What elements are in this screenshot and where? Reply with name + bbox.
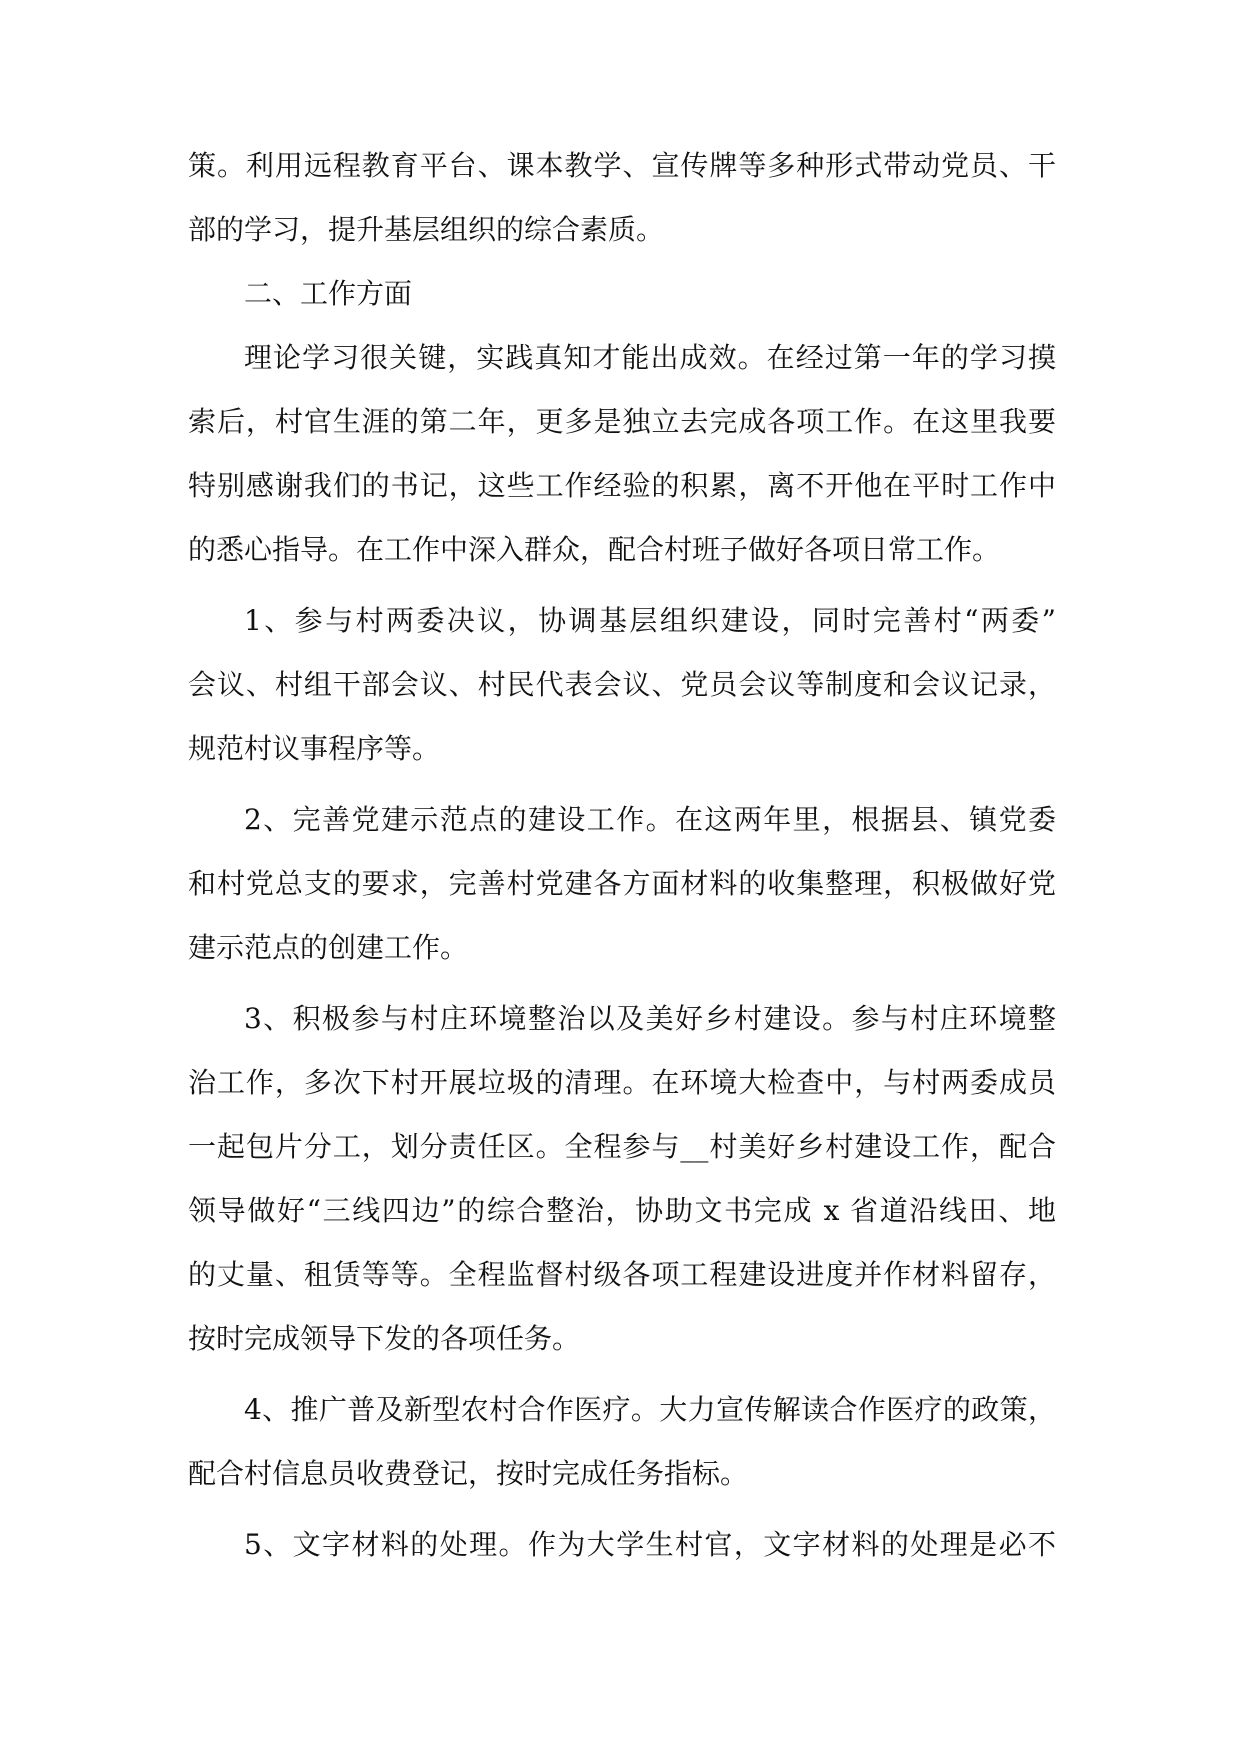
text-line: 理论学习很关键，实践真知才能出成效。在经过第一年的学习摸 (244, 341, 1056, 374)
text-line: 二、工作方面 (244, 277, 413, 310)
text-line: 5、文字材料的处理。作为大学生村官，文字材料的处理是必不 (244, 1528, 1056, 1561)
text-line: 特别感谢我们的书记，这些工作经验的积累，离不开他在平时工作中 (188, 469, 1056, 502)
text-line: 策。利用远程教育平台、课本教学、宣传牌等多种形式带动党员、干 (188, 149, 1056, 182)
paragraph (188, 1529, 1056, 1561)
text-line: 和村党总支的要求，完善村党建各方面材料的收集整理，积极做好党 (188, 867, 1056, 900)
text-line: 3、积极参与村庄环境整治以及美好乡村建设。参与村庄环境整 (244, 1002, 1056, 1035)
text-line: 1、参与村两委决议，协调基层组织建设，同时完善村“两委” (244, 604, 1056, 637)
paragraph (188, 1003, 1056, 1355)
text-line: 规范村议事程序等。 (188, 732, 441, 765)
paragraph (188, 150, 1056, 246)
text-line: 一起包片分工，划分责任区。全程参与__村美好乡村建设工作，配合 (188, 1130, 1056, 1163)
text-line: 按时完成领导下发的各项任务。 (188, 1322, 581, 1355)
paragraph (188, 605, 1056, 765)
paragraph (188, 804, 1056, 964)
text-line: 会议、村组干部会议、村民代表会议、党员会议等制度和会议记录， (188, 668, 1056, 701)
text-line: 的丈量、租赁等等。全程监督村级各项工程建设进度并作材料留存， (188, 1258, 1056, 1291)
paragraph (188, 342, 1056, 566)
document-page (188, 150, 1056, 1561)
text-line: 治工作，多次下村开展垃圾的清理。在环境大检查中，与村两委成员 (188, 1066, 1056, 1099)
text-line: 的悉心指导。在工作中深入群众，配合村班子做好各项日常工作。 (188, 533, 1001, 566)
text-line: 索后，村官生涯的第二年，更多是独立去完成各项工作。在这里我要 (188, 405, 1056, 438)
text-line: 2、完善党建示范点的建设工作。在这两年里，根据县、镇党委 (244, 803, 1056, 836)
text-line: 配合村信息员收费登记，按时完成任务指标。 (188, 1457, 749, 1490)
text-line: 建示范点的创建工作。 (188, 931, 469, 964)
text-line: 4、推广普及新型农村合作医疗。大力宣传解读合作医疗的政策， (244, 1393, 1056, 1426)
section-heading (188, 278, 1056, 310)
text-line: 部的学习，提升基层组织的综合素质。 (188, 213, 665, 246)
text-line: 领导做好“三线四边”的综合整治，协助文书完成 x 省道沿线田、地 (188, 1194, 1056, 1227)
paragraph (188, 1394, 1056, 1490)
